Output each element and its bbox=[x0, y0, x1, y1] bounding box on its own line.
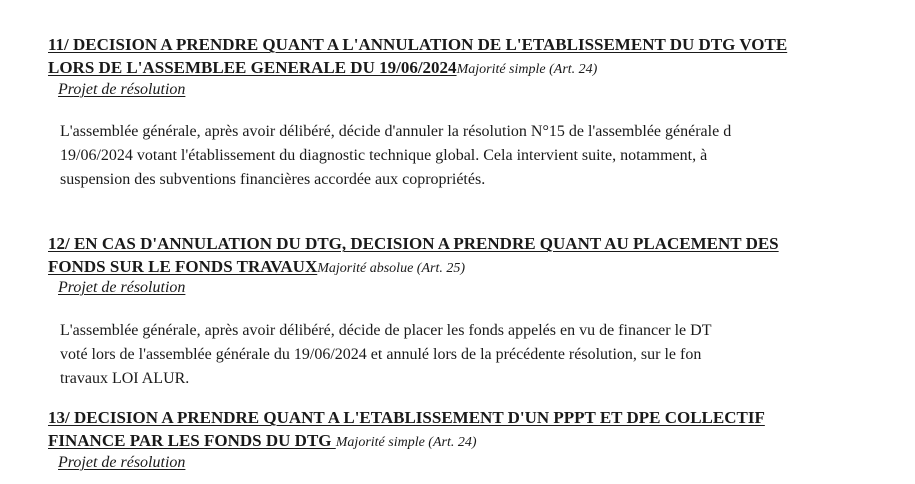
resolution-13 bbox=[48, 406, 915, 454]
projet-de-resolution-label: Projet de résolution bbox=[58, 454, 186, 471]
paragraph-line: travaux LOI ALUR. bbox=[60, 370, 190, 387]
resolution-heading bbox=[48, 33, 915, 81]
majority-label: Majorité simple (Art. 24) bbox=[456, 62, 598, 77]
heading-line: 13/ DECISION A PRENDRE QUANT A L'ETABLISSEMENT D'UN PPPT ET DPE COLLECTIF bbox=[48, 408, 765, 427]
paragraph-line: L'assemblée générale, après avoir délibéré, décide de placer les fonds appelés en vu de financer le DT bbox=[60, 322, 712, 339]
projet-de-resolution-label: Projet de résolution bbox=[58, 81, 186, 98]
paragraph-line: voté lors de l'assemblée générale du 19/06/2024 et annulé lors de la précédente résolution, sur le fon bbox=[60, 346, 702, 363]
heading-line: LORS DE L'ASSEMBLEE GENERALE DU 19/06/2024 bbox=[48, 58, 457, 77]
resolution-heading bbox=[48, 406, 915, 454]
resolution-text bbox=[60, 319, 880, 391]
majority-label: Majorité simple (Art. 24) bbox=[335, 435, 477, 450]
heading-line: 11/ DECISION A PRENDRE QUANT A L'ANNULATION DE L'ETABLISSEMENT DU DTG VOTE bbox=[48, 35, 788, 54]
majority-label: Majorité absolue (Art. 25) bbox=[317, 261, 465, 276]
paragraph-line: L'assemblée générale, après avoir délibéré, décide d'annuler la résolution N°15 de l'assemblée générale d bbox=[60, 123, 732, 140]
resolution-11 bbox=[48, 33, 915, 81]
resolution-heading bbox=[48, 232, 915, 280]
paragraph-line: 19/06/2024 votant l'établissement du diagnostic technique global. Cela intervient suite, notamment, à bbox=[60, 147, 708, 164]
heading-line: 12/ EN CAS D'ANNULATION DU DTG, DECISION A PRENDRE QUANT AU PLACEMENT DES bbox=[48, 234, 779, 253]
paragraph-line: suspension des subventions financières accordée aux copropriétés. bbox=[60, 171, 486, 188]
heading-line: FONDS SUR LE FONDS TRAVAUX bbox=[48, 257, 318, 276]
projet-de-resolution-label: Projet de résolution bbox=[58, 279, 186, 296]
resolution-text bbox=[60, 120, 880, 192]
resolution-12 bbox=[48, 232, 915, 280]
heading-line: FINANCE PAR LES FONDS DU DTG bbox=[48, 431, 336, 450]
